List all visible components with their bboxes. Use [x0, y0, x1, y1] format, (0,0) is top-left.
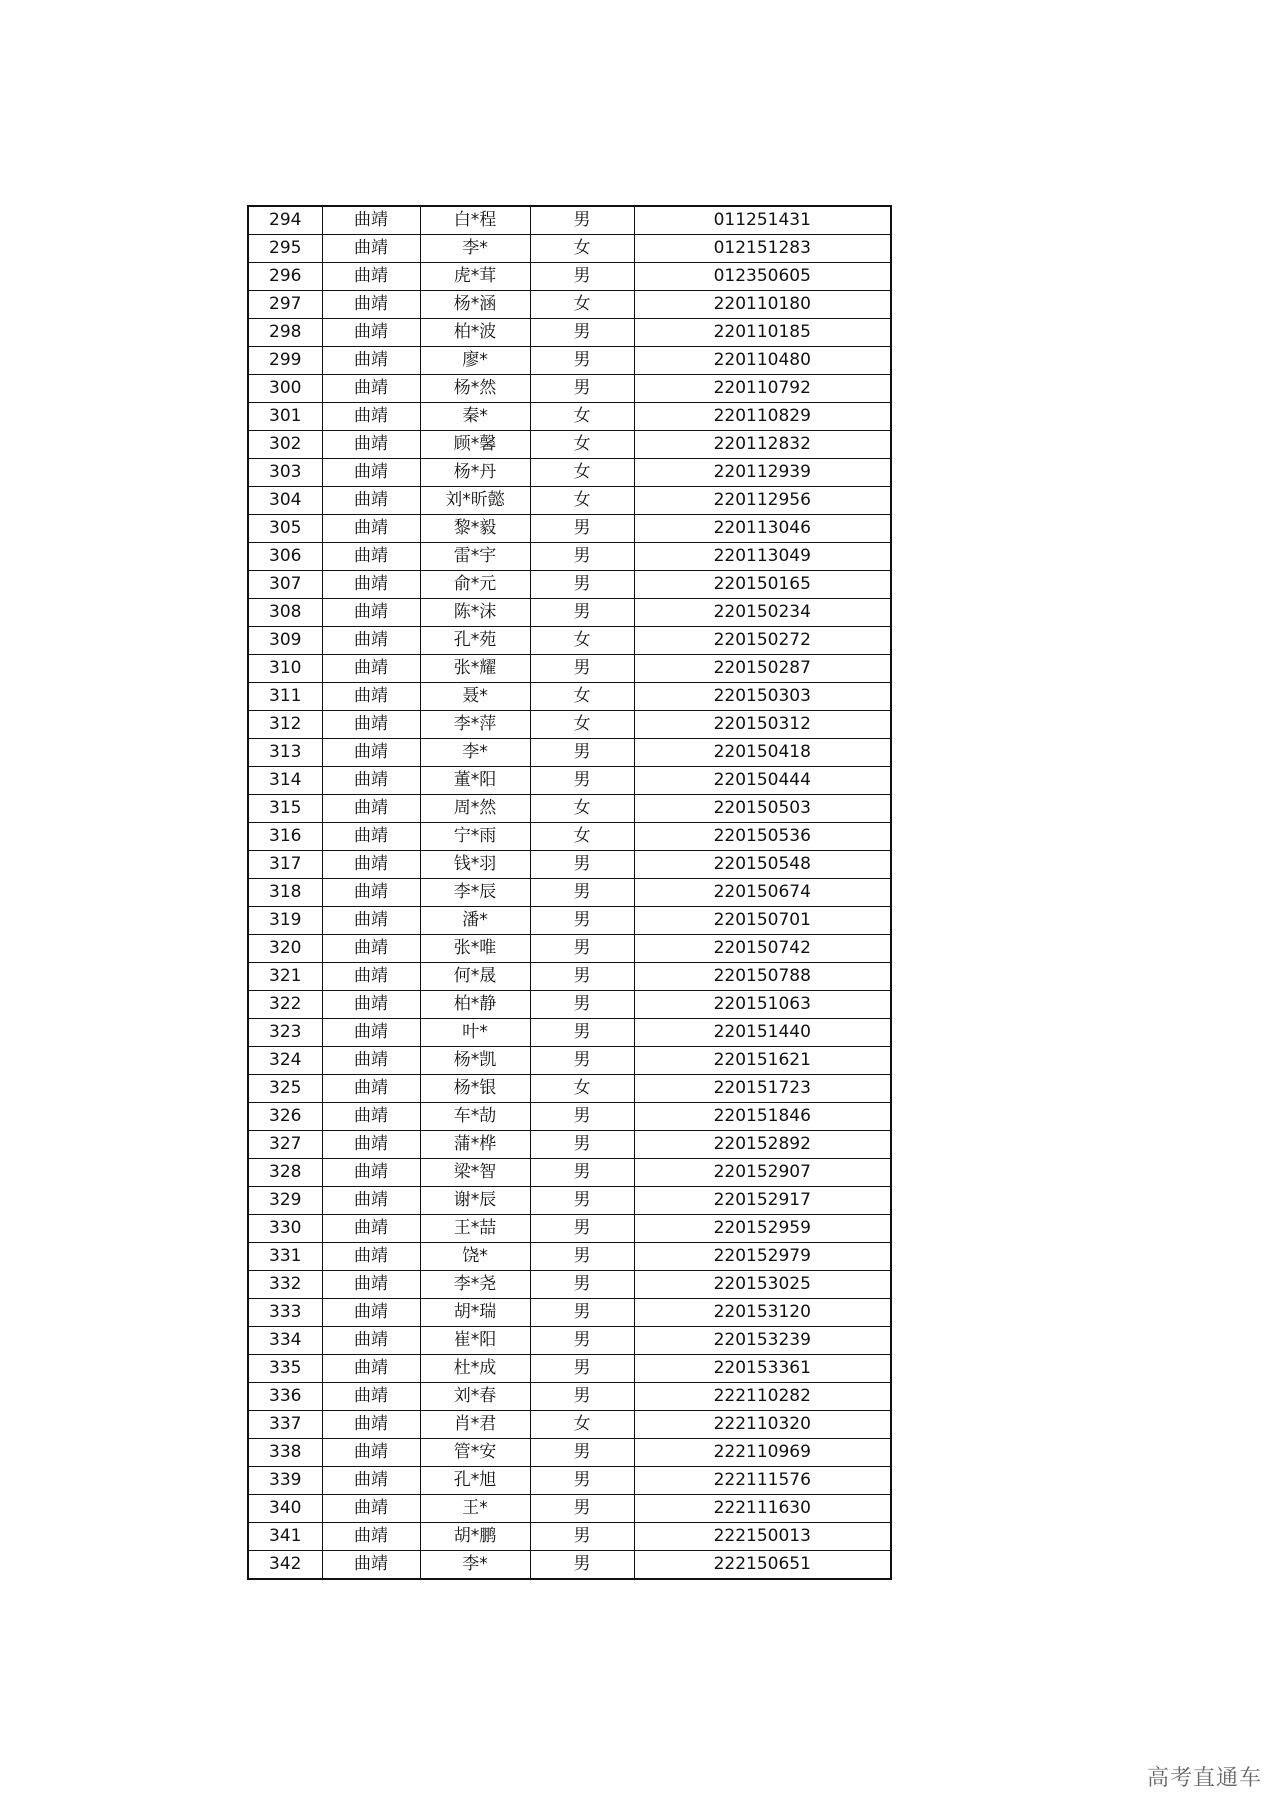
city-cell: 曲靖 [322, 1215, 420, 1243]
name-cell: 刘*春 [420, 1383, 530, 1411]
city-cell: 曲靖 [322, 1327, 420, 1355]
row-number-cell: 320 [248, 935, 322, 963]
id-number-cell: 220112832 [634, 431, 891, 459]
city-cell: 曲靖 [322, 1523, 420, 1551]
name-cell: 叶* [420, 1019, 530, 1047]
name-cell: 雷*宇 [420, 543, 530, 571]
gender-cell: 男 [530, 1103, 634, 1131]
name-cell: 杨*银 [420, 1075, 530, 1103]
gender-cell: 男 [530, 1355, 634, 1383]
gender-cell: 男 [530, 1383, 634, 1411]
city-cell: 曲靖 [322, 1383, 420, 1411]
row-number-cell: 336 [248, 1383, 322, 1411]
id-number-cell: 011251431 [634, 206, 891, 235]
city-cell: 曲靖 [322, 571, 420, 599]
name-cell: 杜*成 [420, 1355, 530, 1383]
gender-cell: 男 [530, 375, 634, 403]
row-number-cell: 297 [248, 291, 322, 319]
row-number-cell: 334 [248, 1327, 322, 1355]
table-row [248, 1355, 891, 1383]
name-cell: 李*萍 [420, 711, 530, 739]
table-row [248, 375, 891, 403]
city-cell: 曲靖 [322, 263, 420, 291]
table-row [248, 1495, 891, 1523]
city-cell: 曲靖 [322, 375, 420, 403]
roster-table-body [248, 206, 891, 1579]
gender-cell: 男 [530, 1467, 634, 1495]
row-number-cell: 333 [248, 1299, 322, 1327]
city-cell: 曲靖 [322, 1103, 420, 1131]
city-cell: 曲靖 [322, 823, 420, 851]
city-cell: 曲靖 [322, 1187, 420, 1215]
id-number-cell: 220150536 [634, 823, 891, 851]
id-number-cell: 220151723 [634, 1075, 891, 1103]
id-number-cell: 220150548 [634, 851, 891, 879]
name-cell: 管*安 [420, 1439, 530, 1467]
row-number-cell: 311 [248, 683, 322, 711]
table-row [248, 1467, 891, 1495]
gender-cell: 男 [530, 907, 634, 935]
id-number-cell: 220151621 [634, 1047, 891, 1075]
table-row [248, 907, 891, 935]
row-number-cell: 329 [248, 1187, 322, 1215]
id-number-cell: 220110180 [634, 291, 891, 319]
gender-cell: 男 [530, 1243, 634, 1271]
table-row [248, 515, 891, 543]
row-number-cell: 319 [248, 907, 322, 935]
id-number-cell: 220150312 [634, 711, 891, 739]
row-number-cell: 326 [248, 1103, 322, 1131]
gender-cell: 男 [530, 1327, 634, 1355]
row-number-cell: 314 [248, 767, 322, 795]
table-row [248, 1159, 891, 1187]
id-number-cell: 220151846 [634, 1103, 891, 1131]
gender-cell: 男 [530, 319, 634, 347]
id-number-cell: 220150287 [634, 655, 891, 683]
table-row [248, 739, 891, 767]
id-number-cell: 220150742 [634, 935, 891, 963]
name-cell: 孔*旭 [420, 1467, 530, 1495]
table-row [248, 1299, 891, 1327]
city-cell: 曲靖 [322, 1467, 420, 1495]
row-number-cell: 306 [248, 543, 322, 571]
id-number-cell: 220152979 [634, 1243, 891, 1271]
name-cell: 杨*涵 [420, 291, 530, 319]
id-number-cell: 220110829 [634, 403, 891, 431]
gender-cell: 男 [530, 1187, 634, 1215]
table-row [248, 599, 891, 627]
name-cell: 潘* [420, 907, 530, 935]
name-cell: 李*辰 [420, 879, 530, 907]
id-number-cell: 220112956 [634, 487, 891, 515]
id-number-cell: 220151440 [634, 1019, 891, 1047]
gender-cell: 女 [530, 291, 634, 319]
table-row [248, 1047, 891, 1075]
gender-cell: 男 [530, 1439, 634, 1467]
name-cell: 胡*瑞 [420, 1299, 530, 1327]
id-number-cell: 220110792 [634, 375, 891, 403]
name-cell: 胡*鹏 [420, 1523, 530, 1551]
row-number-cell: 317 [248, 851, 322, 879]
gender-cell: 女 [530, 795, 634, 823]
id-number-cell: 220152892 [634, 1131, 891, 1159]
city-cell: 曲靖 [322, 403, 420, 431]
name-cell: 杨*然 [420, 375, 530, 403]
table-row [248, 851, 891, 879]
id-number-cell: 220150503 [634, 795, 891, 823]
city-cell: 曲靖 [322, 1047, 420, 1075]
id-number-cell: 220110480 [634, 347, 891, 375]
table-row [248, 683, 891, 711]
row-number-cell: 303 [248, 459, 322, 487]
name-cell: 俞*元 [420, 571, 530, 599]
table-row [248, 627, 891, 655]
city-cell: 曲靖 [322, 543, 420, 571]
name-cell: 何*晟 [420, 963, 530, 991]
name-cell: 宁*雨 [420, 823, 530, 851]
row-number-cell: 312 [248, 711, 322, 739]
table-row [248, 1131, 891, 1159]
name-cell: 白*程 [420, 206, 530, 235]
id-number-cell: 220153239 [634, 1327, 891, 1355]
row-number-cell: 328 [248, 1159, 322, 1187]
table-row [248, 319, 891, 347]
city-cell: 曲靖 [322, 683, 420, 711]
name-cell: 杨*丹 [420, 459, 530, 487]
name-cell: 王*喆 [420, 1215, 530, 1243]
row-number-cell: 300 [248, 375, 322, 403]
name-cell: 秦* [420, 403, 530, 431]
table-row [248, 571, 891, 599]
id-number-cell: 220110185 [634, 319, 891, 347]
gender-cell: 女 [530, 711, 634, 739]
row-number-cell: 339 [248, 1467, 322, 1495]
gender-cell: 男 [530, 543, 634, 571]
id-number-cell: 220150444 [634, 767, 891, 795]
id-number-cell: 220150701 [634, 907, 891, 935]
name-cell: 柏*波 [420, 319, 530, 347]
gender-cell: 男 [530, 1299, 634, 1327]
id-number-cell: 220113046 [634, 515, 891, 543]
gender-cell: 男 [530, 739, 634, 767]
gender-cell: 女 [530, 823, 634, 851]
id-number-cell: 220153361 [634, 1355, 891, 1383]
city-cell: 曲靖 [322, 1131, 420, 1159]
table-row [248, 1187, 891, 1215]
id-number-cell: 220150418 [634, 739, 891, 767]
table-row [248, 963, 891, 991]
name-cell: 李* [420, 739, 530, 767]
row-number-cell: 295 [248, 235, 322, 263]
name-cell: 虎*茸 [420, 263, 530, 291]
name-cell: 聂* [420, 683, 530, 711]
city-cell: 曲靖 [322, 431, 420, 459]
city-cell: 曲靖 [322, 1551, 420, 1580]
table-row [248, 459, 891, 487]
row-number-cell: 302 [248, 431, 322, 459]
gender-cell: 男 [530, 1047, 634, 1075]
id-number-cell: 222111576 [634, 1467, 891, 1495]
row-number-cell: 338 [248, 1439, 322, 1467]
name-cell: 谢*辰 [420, 1187, 530, 1215]
id-number-cell: 220151063 [634, 991, 891, 1019]
row-number-cell: 323 [248, 1019, 322, 1047]
watermark-text: 高考直通车 [1146, 1766, 1262, 1791]
gender-cell: 男 [530, 1551, 634, 1580]
roster-table [247, 205, 892, 1580]
city-cell: 曲靖 [322, 1075, 420, 1103]
gender-cell: 女 [530, 487, 634, 515]
city-cell: 曲靖 [322, 655, 420, 683]
name-cell: 张*唯 [420, 935, 530, 963]
name-cell: 李*尧 [420, 1271, 530, 1299]
table-row [248, 1411, 891, 1439]
name-cell: 陈*沫 [420, 599, 530, 627]
id-number-cell: 220113049 [634, 543, 891, 571]
id-number-cell: 220152959 [634, 1215, 891, 1243]
id-number-cell: 220150788 [634, 963, 891, 991]
gender-cell: 男 [530, 655, 634, 683]
row-number-cell: 301 [248, 403, 322, 431]
gender-cell: 男 [530, 1019, 634, 1047]
row-number-cell: 321 [248, 963, 322, 991]
name-cell: 李* [420, 235, 530, 263]
table-row [248, 1327, 891, 1355]
id-number-cell: 220150234 [634, 599, 891, 627]
gender-cell: 男 [530, 515, 634, 543]
row-number-cell: 313 [248, 739, 322, 767]
name-cell: 王* [420, 1495, 530, 1523]
city-cell: 曲靖 [322, 1243, 420, 1271]
name-cell: 董*阳 [420, 767, 530, 795]
table-row [248, 263, 891, 291]
city-cell: 曲靖 [322, 206, 420, 235]
gender-cell: 男 [530, 935, 634, 963]
city-cell: 曲靖 [322, 627, 420, 655]
table-row [248, 235, 891, 263]
id-number-cell: 222150651 [634, 1551, 891, 1580]
city-cell: 曲靖 [322, 991, 420, 1019]
id-number-cell: 012350605 [634, 263, 891, 291]
city-cell: 曲靖 [322, 1159, 420, 1187]
gender-cell: 男 [530, 991, 634, 1019]
gender-cell: 女 [530, 1075, 634, 1103]
row-number-cell: 330 [248, 1215, 322, 1243]
gender-cell: 男 [530, 851, 634, 879]
city-cell: 曲靖 [322, 795, 420, 823]
gender-cell: 男 [530, 347, 634, 375]
id-number-cell: 220150303 [634, 683, 891, 711]
table-row [248, 431, 891, 459]
city-cell: 曲靖 [322, 1299, 420, 1327]
city-cell: 曲靖 [322, 347, 420, 375]
gender-cell: 男 [530, 1215, 634, 1243]
row-number-cell: 298 [248, 319, 322, 347]
name-cell: 顾*馨 [420, 431, 530, 459]
table-row [248, 991, 891, 1019]
gender-cell: 女 [530, 1411, 634, 1439]
row-number-cell: 307 [248, 571, 322, 599]
id-number-cell: 222110320 [634, 1411, 891, 1439]
city-cell: 曲靖 [322, 739, 420, 767]
row-number-cell: 327 [248, 1131, 322, 1159]
row-number-cell: 325 [248, 1075, 322, 1103]
city-cell: 曲靖 [322, 599, 420, 627]
name-cell: 周*然 [420, 795, 530, 823]
table-row [248, 1019, 891, 1047]
gender-cell: 女 [530, 683, 634, 711]
city-cell: 曲靖 [322, 963, 420, 991]
id-number-cell: 220112939 [634, 459, 891, 487]
city-cell: 曲靖 [322, 1411, 420, 1439]
table-row [248, 1523, 891, 1551]
table-row [248, 1551, 891, 1580]
row-number-cell: 337 [248, 1411, 322, 1439]
city-cell: 曲靖 [322, 1271, 420, 1299]
gender-cell: 男 [530, 1131, 634, 1159]
name-cell: 张*耀 [420, 655, 530, 683]
gender-cell: 女 [530, 459, 634, 487]
table-row [248, 487, 891, 515]
name-cell: 饶* [420, 1243, 530, 1271]
table-row [248, 1075, 891, 1103]
city-cell: 曲靖 [322, 1439, 420, 1467]
gender-cell: 男 [530, 206, 634, 235]
id-number-cell: 220152907 [634, 1159, 891, 1187]
name-cell: 车*劼 [420, 1103, 530, 1131]
name-cell: 肖*君 [420, 1411, 530, 1439]
city-cell: 曲靖 [322, 291, 420, 319]
name-cell: 崔*阳 [420, 1327, 530, 1355]
row-number-cell: 304 [248, 487, 322, 515]
table-row [248, 823, 891, 851]
table-row [248, 795, 891, 823]
name-cell: 蒲*桦 [420, 1131, 530, 1159]
id-number-cell: 220153120 [634, 1299, 891, 1327]
city-cell: 曲靖 [322, 711, 420, 739]
row-number-cell: 294 [248, 206, 322, 235]
table-row [248, 1103, 891, 1131]
row-number-cell: 310 [248, 655, 322, 683]
gender-cell: 男 [530, 1271, 634, 1299]
gender-cell: 男 [530, 879, 634, 907]
table-row [248, 1383, 891, 1411]
city-cell: 曲靖 [322, 235, 420, 263]
gender-cell: 男 [530, 1159, 634, 1187]
row-number-cell: 309 [248, 627, 322, 655]
name-cell: 刘*昕懿 [420, 487, 530, 515]
row-number-cell: 332 [248, 1271, 322, 1299]
table-row [248, 403, 891, 431]
row-number-cell: 308 [248, 599, 322, 627]
row-number-cell: 342 [248, 1551, 322, 1580]
row-number-cell: 324 [248, 1047, 322, 1075]
table-row [248, 767, 891, 795]
id-number-cell: 220152917 [634, 1187, 891, 1215]
gender-cell: 男 [530, 767, 634, 795]
city-cell: 曲靖 [322, 459, 420, 487]
row-number-cell: 322 [248, 991, 322, 1019]
id-number-cell: 222150013 [634, 1523, 891, 1551]
city-cell: 曲靖 [322, 515, 420, 543]
gender-cell: 男 [530, 963, 634, 991]
id-number-cell: 220150674 [634, 879, 891, 907]
city-cell: 曲靖 [322, 1355, 420, 1383]
table-row [248, 879, 891, 907]
table-row [248, 711, 891, 739]
name-cell: 孔*苑 [420, 627, 530, 655]
name-cell: 杨*凯 [420, 1047, 530, 1075]
table-row [248, 935, 891, 963]
table-row [248, 206, 891, 235]
gender-cell: 男 [530, 599, 634, 627]
id-number-cell: 012151283 [634, 235, 891, 263]
table-row [248, 1271, 891, 1299]
gender-cell: 女 [530, 627, 634, 655]
name-cell: 梁*智 [420, 1159, 530, 1187]
id-number-cell: 220150165 [634, 571, 891, 599]
table-row [248, 543, 891, 571]
gender-cell: 男 [530, 1523, 634, 1551]
city-cell: 曲靖 [322, 907, 420, 935]
city-cell: 曲靖 [322, 1495, 420, 1523]
row-number-cell: 305 [248, 515, 322, 543]
name-cell: 廖* [420, 347, 530, 375]
gender-cell: 男 [530, 263, 634, 291]
gender-cell: 女 [530, 403, 634, 431]
city-cell: 曲靖 [322, 767, 420, 795]
row-number-cell: 331 [248, 1243, 322, 1271]
table-row [248, 1243, 891, 1271]
gender-cell: 女 [530, 431, 634, 459]
row-number-cell: 296 [248, 263, 322, 291]
city-cell: 曲靖 [322, 319, 420, 347]
gender-cell: 男 [530, 1495, 634, 1523]
row-number-cell: 316 [248, 823, 322, 851]
row-number-cell: 318 [248, 879, 322, 907]
city-cell: 曲靖 [322, 487, 420, 515]
name-cell: 李* [420, 1551, 530, 1580]
row-number-cell: 335 [248, 1355, 322, 1383]
city-cell: 曲靖 [322, 1019, 420, 1047]
name-cell: 黎*毅 [420, 515, 530, 543]
id-number-cell: 220153025 [634, 1271, 891, 1299]
row-number-cell: 315 [248, 795, 322, 823]
city-cell: 曲靖 [322, 851, 420, 879]
gender-cell: 男 [530, 571, 634, 599]
city-cell: 曲靖 [322, 879, 420, 907]
table-row [248, 1439, 891, 1467]
name-cell: 柏*静 [420, 991, 530, 1019]
row-number-cell: 341 [248, 1523, 322, 1551]
table-row [248, 655, 891, 683]
table-row [248, 291, 891, 319]
row-number-cell: 340 [248, 1495, 322, 1523]
table-row [248, 347, 891, 375]
row-number-cell: 299 [248, 347, 322, 375]
name-cell: 钱*羽 [420, 851, 530, 879]
id-number-cell: 222110969 [634, 1439, 891, 1467]
city-cell: 曲靖 [322, 935, 420, 963]
id-number-cell: 222111630 [634, 1495, 891, 1523]
gender-cell: 女 [530, 235, 634, 263]
id-number-cell: 220150272 [634, 627, 891, 655]
id-number-cell: 222110282 [634, 1383, 891, 1411]
table-row [248, 1215, 891, 1243]
